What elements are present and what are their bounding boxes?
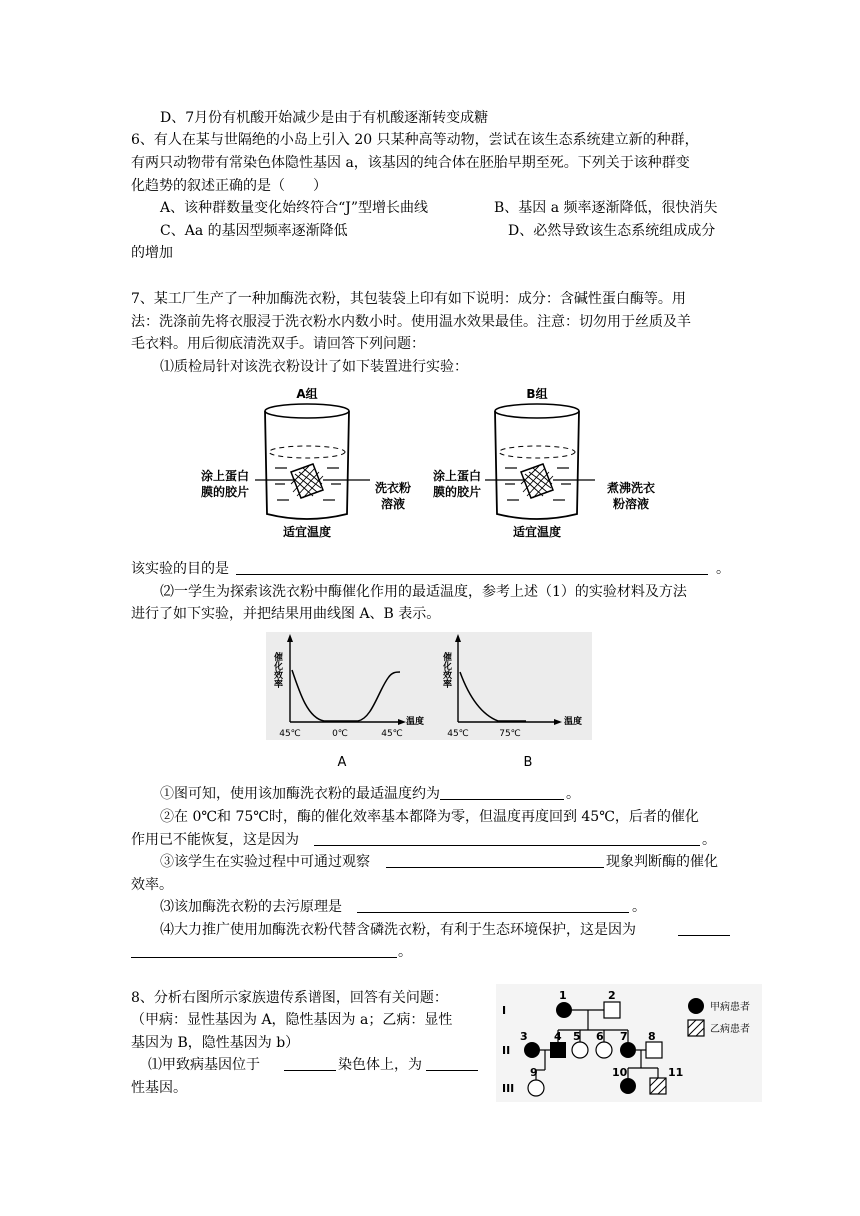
gelatin-film-b <box>521 464 553 498</box>
q8-part1-blank-2[interactable] <box>426 1070 478 1071</box>
q7-sub1: ①图可知，使用该加酶洗衣粉的最适温度约为 <box>160 786 440 802</box>
beaker-b-right-label-2: 粉溶液 <box>612 497 650 511</box>
beaker-b-bottom-label: 适宜温度 <box>512 525 562 539</box>
q7-sub2-end: 。 <box>702 832 716 848</box>
beaker-b-left-label: 涂上蛋白 <box>432 469 482 483</box>
q7-sub1-blank[interactable] <box>440 799 564 800</box>
graph-a-tick-2: 0℃ <box>332 729 348 739</box>
individual-number-8: 8 <box>648 1030 656 1043</box>
q5-option-d: D、7月份有机酸开始减少是由于有机酸逐渐转变成糖 <box>160 110 489 126</box>
q6-option-d: D、必然导致该生态系统组成成分 <box>508 223 716 239</box>
beaker-experiment-figure <box>195 380 675 542</box>
q6-option-a: A、该种群数量变化始终符合“J”型增长曲线 <box>160 200 429 216</box>
generation-label-1: I <box>502 1004 507 1017</box>
individual-number-10: 10 <box>612 1066 628 1079</box>
individual-10-affected-female <box>620 1078 636 1094</box>
q7-purpose-end: 。 <box>716 561 730 577</box>
graph-b-xlabel: 温度 <box>564 717 583 727</box>
q7-stem-line1: 7、某工厂生产了一种加酶洗衣粉，其包装袋上印有如下说明：成分：含碱性蛋白酶等。用 <box>131 291 686 307</box>
q7-sub3-line1-end: 现象判断酶的催化 <box>606 854 718 870</box>
q7-part1: ⑴质检局针对该洗衣粉设计了如下装置进行实验： <box>160 359 468 375</box>
gelatin-film-a <box>291 464 323 498</box>
q7-part3-blank[interactable] <box>357 912 629 913</box>
q7-sub3-line1: ③该学生在实验过程中可通过观察 <box>160 854 370 870</box>
legend-disease-a-label: 甲病患者 <box>710 1002 750 1013</box>
individual-number-6: 6 <box>596 1030 604 1043</box>
legend-disease-b-label: 乙病患者 <box>710 1024 750 1035</box>
beaker-a-left-label: 涂上蛋白 <box>200 469 250 483</box>
individual-2-normal-male <box>604 1002 620 1018</box>
individual-number-3: 3 <box>520 1030 528 1043</box>
q7-part2-line2: 进行了如下实验，并把结果用曲线图 A、B 表示。 <box>131 606 441 622</box>
graph-a-ylabel: 催化效率 <box>272 652 282 688</box>
beaker-b <box>485 404 595 519</box>
q7-part4-blank-2[interactable] <box>131 957 397 958</box>
beaker-a-right-label: 洗衣粉 <box>374 481 412 495</box>
individual-number-5: 5 <box>573 1030 581 1043</box>
individual-8-normal-male <box>646 1042 662 1058</box>
q7-part4: ⑷大力推广使用加酶洗衣粉代替含磷洗衣粉，有利于生态环境保护，这是因为 <box>160 922 636 938</box>
enzyme-efficiency-graphs <box>266 632 592 772</box>
individual-3-affected-female <box>524 1042 540 1058</box>
beaker-b-title: B组 <box>526 387 548 401</box>
q7-part4-blank-1[interactable] <box>678 935 730 936</box>
generation-label-2: II <box>502 1044 511 1057</box>
q6-option-c: C、Aa 的基因型频率逐渐降低 <box>160 223 348 239</box>
graph-b-tick-1: 45℃ <box>447 729 469 739</box>
legend-disease-a-symbol <box>688 998 704 1014</box>
individual-9-normal-female <box>528 1080 544 1096</box>
q8-stem-line1: 8、分析右图所示家族遗传系谱图，回答有关问题： <box>131 990 448 1006</box>
q7-sub2-line2: 作用已不能恢复，这是因为 <box>131 832 299 848</box>
q6-stem-line3: 化趋势的叙述正确的是（ ） <box>131 178 327 194</box>
pedigree-chart <box>496 984 762 1102</box>
individual-6-normal-female <box>596 1042 612 1058</box>
q7-sub2-blank[interactable] <box>314 845 700 846</box>
q6-option-b: B、基因 a 频率逐渐降低，很快消失 <box>494 200 718 216</box>
q7-sub1-end: 。 <box>566 786 580 802</box>
generation-label-3: III <box>502 1082 515 1095</box>
q7-sub3-blank[interactable] <box>386 867 604 868</box>
q8-part1-a: ⑴甲致病基因位于 <box>148 1057 260 1073</box>
individual-number-4: 4 <box>554 1030 562 1043</box>
q7-purpose-blank[interactable] <box>236 574 708 575</box>
q8-part1-blank-1[interactable] <box>284 1070 336 1071</box>
q6-stem-line2: 有两只动物带有常染色体隐性基因 a，该基因的纯合体在胚胎早期至死。下列关于该种群变 <box>131 155 690 171</box>
q7-part2-line1: ⑵一学生为探索该洗衣粉中酶催化作用的最适温度，参考上述（1）的实验材料及方法 <box>160 584 687 600</box>
individual-number-9: 9 <box>530 1066 538 1079</box>
graph-b-ylabel: 催化效率 <box>441 652 451 688</box>
graph-a-xlabel: 温度 <box>406 717 425 727</box>
individual-5-normal-female <box>572 1042 588 1058</box>
graph-a-tick-1: 45℃ <box>279 729 301 739</box>
q7-stem-line3: 毛衣料。用后彻底清洗双手。请回答下列问题： <box>131 336 425 352</box>
beaker-a-title: A组 <box>296 387 318 401</box>
beaker-a <box>255 404 370 519</box>
q6-stem-line1: 6、有人在某与世隔绝的小岛上引入 20 只某种高等动物，尝试在该生态系统建立新的种群， <box>131 132 699 148</box>
q7-sub3-line2: 效率。 <box>131 877 173 893</box>
q8-part1-c: 性基因。 <box>131 1080 187 1096</box>
graph-a-tick-3: 45℃ <box>381 729 403 739</box>
individual-number-1: 1 <box>559 989 567 1002</box>
q7-part3: ⑶该加酶洗衣粉的去污原理是 <box>160 899 342 915</box>
q8-stem-line2: （甲病：显性基因为 A，隐性基因为 a；乙病：显性 <box>131 1012 453 1028</box>
beaker-b-right-label: 煮沸洗衣 <box>606 481 656 495</box>
q7-part3-end: 。 <box>632 899 646 915</box>
individual-number-2: 2 <box>608 989 616 1002</box>
beaker-a-bottom-label: 适宜温度 <box>282 525 332 539</box>
individual-number-7: 7 <box>620 1030 628 1043</box>
q8-stem-line3: 基因为 B，隐性基因为 b） <box>131 1035 300 1051</box>
q7-purpose-label: 该实验的目的是 <box>131 561 229 577</box>
q7-part4-end: 。 <box>398 944 412 960</box>
q7-stem-line2: 法：洗涤前先将衣服浸于洗衣粉水内数小时。使用温水效果最佳。注意：切勿用于丝质及羊 <box>131 314 691 330</box>
beaker-b-left-label-2: 膜的胶片 <box>432 485 482 499</box>
q8-part1-b: 染色体上，为 <box>338 1057 422 1073</box>
graph-b-caption: B <box>523 755 533 770</box>
graph-b-tick-2: 75℃ <box>499 729 521 739</box>
individual-1-affected-female <box>556 1002 572 1018</box>
individual-number-11: 11 <box>668 1066 684 1079</box>
individual-7-affected-female <box>620 1042 636 1058</box>
graph-a-caption: A <box>337 755 347 770</box>
q6-option-d-cont: 的增加 <box>131 245 173 261</box>
beaker-a-right-label-2: 溶液 <box>380 497 406 511</box>
beaker-a-left-label-2: 膜的胶片 <box>200 485 250 499</box>
q7-sub2-line1: ②在 0℃和 75℃时，酶的催化效率基本都降为零，但温度再度回到 45℃，后者的催化 <box>160 809 699 825</box>
individual-4-affected-male <box>550 1042 566 1058</box>
